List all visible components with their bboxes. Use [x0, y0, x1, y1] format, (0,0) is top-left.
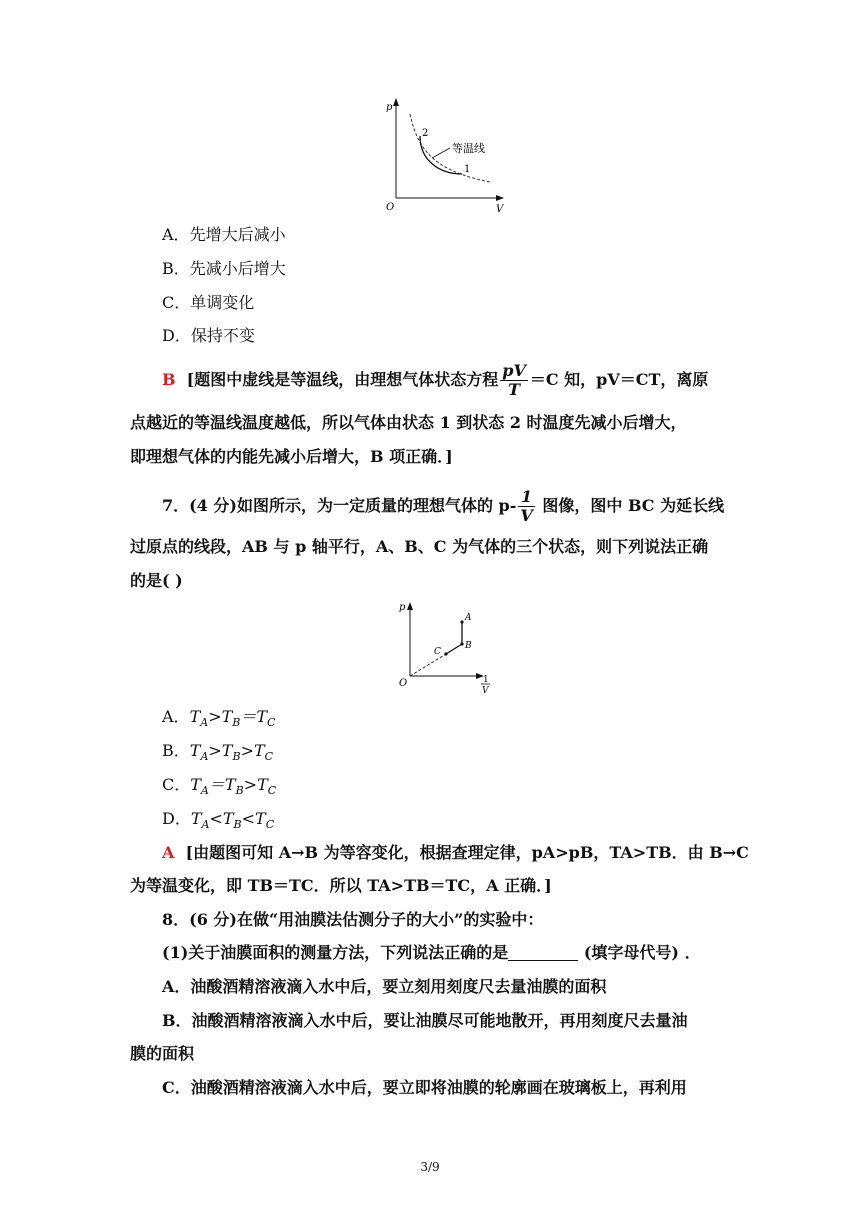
isotherm-label: 等温线 [452, 142, 485, 155]
label-b: B [465, 641, 472, 651]
q6-answer: B [162, 370, 176, 389]
p-label: p [386, 102, 393, 113]
x-label-den: V [482, 686, 489, 696]
v-label: V [496, 204, 504, 215]
one-over-v-fraction: $\frac{1}{V}$ [520, 487, 533, 525]
q7-stem-line2: 过原点的线段，AB 与 p 轴平行，A、B、C 为气体的三个状态，则下列说法正确 [130, 537, 709, 556]
isotherm-figure [380, 96, 510, 216]
q7-option-b: B．$T_A>T_B>T_C$ [162, 741, 274, 763]
v-axis-arrow [496, 195, 504, 201]
label-c: C [434, 647, 441, 657]
q7-explanation-line2: 为等温变化，即 TB＝TC．所以 TA>TB＝TC，A 正确．] [130, 876, 552, 895]
page-number: 3/9 [420, 1160, 440, 1174]
point-b [460, 642, 463, 645]
origin-label: O [399, 678, 408, 689]
x-label-num: 1 [483, 675, 489, 685]
q6-explanation-line3: 即理想气体的内能先减小后增大，B 项正确．] [130, 447, 453, 466]
q8-stem: 8．(6 分)在做“用油膜法估测分子的大小”的实验中： [162, 910, 544, 929]
q8-option-b-line2: 膜的面积 [130, 1044, 195, 1063]
origin-label: O [386, 202, 395, 213]
q8-option-a: A．油酸酒精溶液滴入水中后，要立刻用刻度尺去量油膜的面积 [162, 977, 607, 996]
q8-sub1: (1)关于油膜面积的测量方法，下列说法正确的是 (填字母代号) ． [162, 943, 701, 962]
p-axis-arrow [393, 98, 399, 106]
q6-option-d: D．保持不变 [162, 326, 255, 345]
state1-label: 1 [464, 164, 471, 175]
q6-explanation-line2: 点越近的等温线温度越低，所以气体由状态 1 到状态 2 时温度先减小后增大， [130, 413, 687, 432]
q7-option-c: C．$T_A=T_B>T_C$ [162, 775, 277, 797]
q8-option-c-line1: C．油酸酒精溶液滴入水中后，要立即将油膜的轮廓画在玻璃板上，再利用 [162, 1078, 687, 1097]
answer-blank [508, 944, 578, 961]
q7-stem-line3: 的是( ) [130, 571, 183, 590]
segment-bc [446, 644, 462, 654]
extension-line [410, 654, 446, 676]
q6-explanation-line1: B [题图中虚线是等温线，由理想气体状态方程 $\frac{pV}{T}$ ＝C 知，pV＝CT，离原 [162, 361, 709, 399]
isotherm-pointer [432, 148, 450, 158]
pv-over-t-fraction: $\frac{pV}{T}$ [502, 361, 526, 399]
q7-option-a: A．$T_A>T_B=T_C$ [162, 707, 276, 729]
q6-option-c: C．单调变化 [162, 293, 255, 312]
q7-stem-line1: 7．(4 分)如图所示，为一定质量的理想气体的 p- $\frac{1}{V}$ 图像，图中 BC 为延长线 [162, 487, 725, 525]
q7-answer: A [162, 843, 175, 862]
label-a: A [465, 613, 472, 623]
point-c [444, 652, 447, 655]
p-axis-arrow [407, 602, 413, 610]
q6-option-b: B．先减小后增大 [162, 259, 286, 278]
q7-explanation-line1: A [由题图可知 A→B 为等容变化，根据查理定律，pA>pB，TA>TB．由 B→C [162, 843, 749, 862]
q8-option-b-line1: B．油酸酒精溶液滴入水中后，要让油膜尽可能地散开，再用刻度尺去量油 [162, 1011, 688, 1030]
state2-label: 2 [422, 128, 429, 139]
q6-option-a: A．先增大后减小 [162, 225, 286, 244]
q7-option-d: D．$T_A<T_B<T_C$ [162, 809, 275, 831]
point-a [460, 620, 463, 623]
p-inverse-v-figure [394, 598, 504, 698]
p-label: p [399, 602, 406, 613]
